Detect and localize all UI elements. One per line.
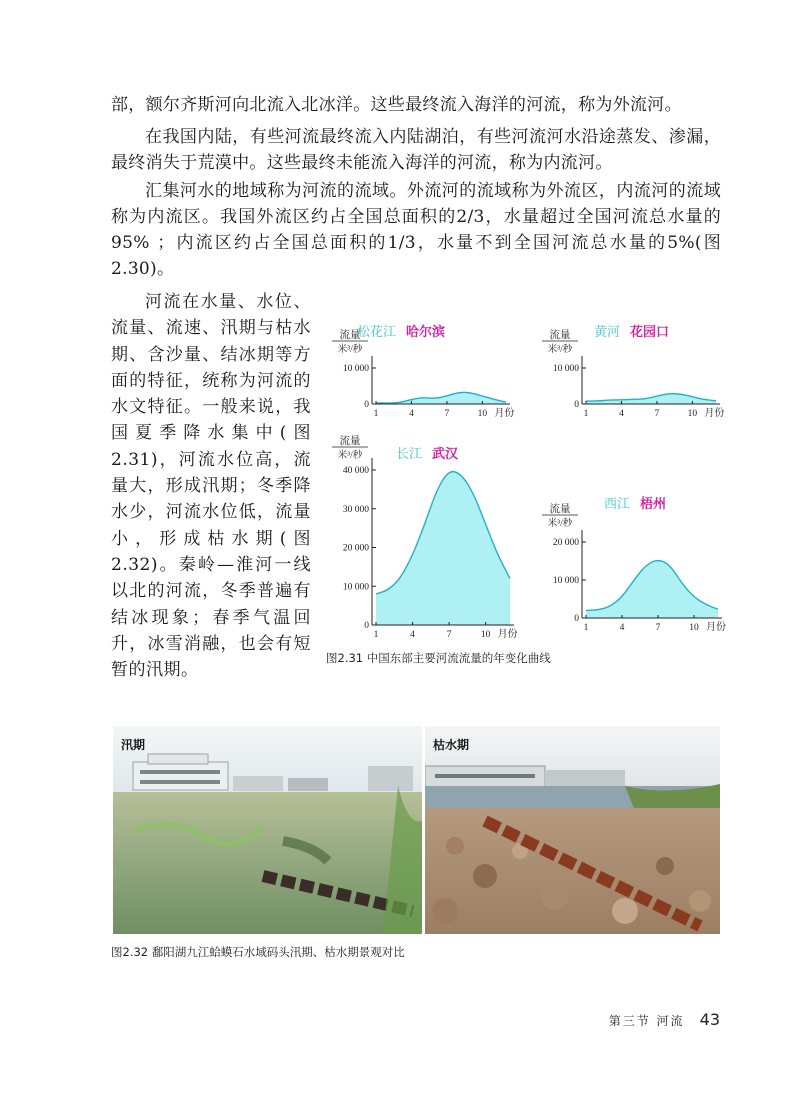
y-tick-label: 10 000 — [552, 364, 579, 374]
chart-station-name: 花园口 — [630, 324, 670, 339]
y-tick-label: 10 000 — [342, 364, 369, 374]
photo-flood-season — [113, 726, 422, 934]
x-tick-label: 7 — [655, 623, 661, 633]
x-tick-label: 10 — [687, 409, 698, 419]
chart-xijiang-wuzhou — [536, 492, 726, 645]
photo-dry-season — [425, 726, 720, 934]
page-footer — [609, 1010, 720, 1029]
x-tick-label: 1 — [583, 623, 589, 633]
y-unit-label: 米³/秒 — [547, 345, 573, 355]
y-axis-label: 流量 — [549, 330, 571, 341]
paragraph-inland-rivers: 在我国内陆，有些河流最终流入内陆湖泊，有些河流河水沿途蒸发、渗漏，最终消失于荒漠中。这些最终未能流入海洋的河流，称为内流河。 — [111, 127, 721, 173]
x-unit-label: 月份 — [497, 629, 518, 640]
chart-river-name: 松花江 — [356, 324, 396, 339]
x-tick-label: 7 — [654, 409, 660, 419]
y-tick-label: 20 000 — [342, 543, 369, 554]
flow-area — [586, 394, 716, 404]
x-tick-label: 7 — [444, 409, 450, 419]
chart-station-name: 梧州 — [640, 496, 667, 511]
x-unit-label: 月份 — [704, 408, 725, 419]
y-axis-label: 流量 — [549, 504, 571, 515]
y-tick-label: 0 — [574, 400, 579, 410]
chart-river-name: 黄河 — [593, 324, 620, 339]
photo-dry-label: 枯水期 — [433, 738, 470, 752]
x-tick-label: 4 — [409, 409, 414, 419]
chart-songhua-harbin — [326, 320, 516, 430]
y-tick-label: 40 000 — [342, 466, 369, 476]
x-tick-label: 4 — [410, 630, 415, 640]
paragraph-outflow-rivers: 部，额尔齐斯河向北流入北冰洋。这些最终流入海洋的河流，称为外流河。 — [111, 95, 682, 115]
figure-2-31-caption: 图2.31 中国东部主要河流流量的年变化曲线 — [326, 651, 551, 665]
flow-area — [376, 472, 510, 625]
chart-changjiang-wuhan — [326, 430, 526, 645]
y-unit-label: 米³/秒 — [337, 345, 363, 355]
x-unit-label: 月份 — [706, 622, 726, 633]
x-tick-label: 1 — [373, 630, 379, 640]
x-unit-label: 月份 — [494, 408, 515, 419]
y-tick-label: 30 000 — [342, 504, 369, 515]
y-unit-label: 米³/秒 — [337, 451, 363, 461]
chart-river-name: 西江 — [603, 496, 630, 511]
chart-river-name: 长江 — [395, 446, 422, 461]
x-tick-label: 1 — [583, 409, 589, 419]
x-tick-label: 4 — [619, 409, 624, 419]
x-tick-label: 10 — [480, 630, 491, 640]
photo-flood-label: 汛期 — [121, 738, 146, 752]
y-tick-label: 0 — [364, 400, 369, 410]
y-tick-label: 10 000 — [342, 582, 369, 593]
x-tick-label: 7 — [446, 630, 452, 640]
chart-station-name: 哈尔滨 — [406, 324, 446, 339]
x-tick-label: 10 — [689, 623, 699, 633]
y-tick-label: 10 000 — [552, 576, 579, 586]
y-tick-label: 20 000 — [552, 538, 579, 548]
x-tick-label: 4 — [619, 623, 625, 633]
footer-section-title: 第三节 河流 — [608, 1014, 685, 1028]
y-axis-label: 流量 — [339, 436, 361, 447]
paragraph-hydrologic-features: 河流在水量、水位、流量、流速、汛期与枯水期、含沙量、结冰期等方面的特征，统称为河流的水文特征。一般来说，我国夏季降水集中(图2.31)，河流水位高，流量大，形成汛期；冬季降水少，河流水位低，流量小，形成枯水期(图2.32)。秦岭—淮河一线以北的河流，冬季普遍有结冰现象；春季气温回升，冰雪消融，也会有短暂的汛期。 — [111, 292, 311, 681]
y-axis-label: 流量 — [339, 330, 361, 341]
flow-area — [586, 561, 718, 618]
figure-2-32-caption: 图2.32 鄱阳湖九江蛤蟆石水域码头汛期、枯水期景观对比 — [111, 945, 405, 959]
y-unit-label: 米³/秒 — [547, 519, 573, 529]
chart-huanghe-huayuankou — [536, 320, 726, 430]
x-tick-label: 1 — [373, 409, 379, 419]
y-tick-label: 0 — [574, 614, 579, 624]
page-number: 43 — [699, 1010, 720, 1029]
x-tick-label: 10 — [477, 409, 488, 419]
paragraph-drainage-basin: 汇集河水的地域称为河流的流域。外流河的流域称为外流区，内流河的流域称为内流区。我国外流区约占全国总面积的2/3，水量超过全国河流总水量的95% ；内流区约占全国总面积的1/3，水量不到全国河流总水量的5%(图2.30)。 — [111, 181, 721, 279]
chart-station-name: 武汉 — [432, 446, 459, 461]
y-tick-label: 0 — [364, 621, 369, 631]
